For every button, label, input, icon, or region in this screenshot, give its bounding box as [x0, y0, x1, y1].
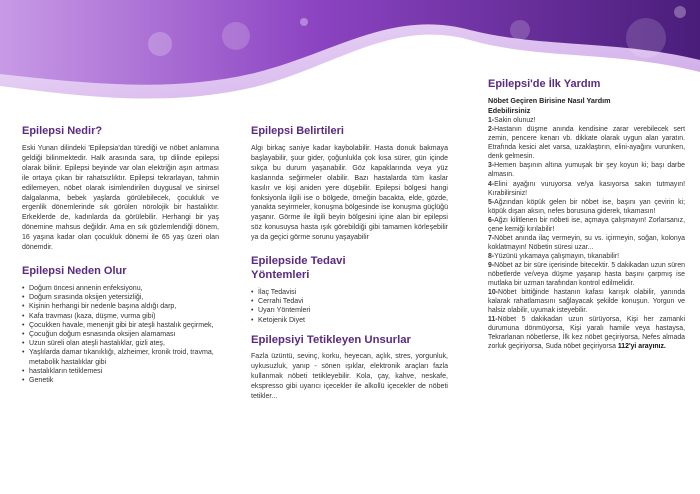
first-aid-step [488, 198, 685, 216]
decor-circle-5 [626, 18, 666, 58]
decor-circle-2 [222, 22, 250, 50]
cause-item: • Çocuğun doğum esnasında oksijen alamaması [22, 330, 219, 339]
step-text: Elini ayağını vuruyorsa ve/ya kasıyorsa sakın tutmayın! Kırabilirsiniz! [488, 180, 685, 197]
step-number: 10- [488, 289, 498, 297]
paragraph-tetikleyen: Fazla üzüntü, sevinç, korku, heyecan, açlık, stres, yorgunluk, uykusuzluk, yanıp - sönen ışıklar, elektronik araçları fazla kullanmak nöbeti tetikleyebilir. Kola, çay, kahve, neskafe, ekspresso gibi uyarıcı içecekler ile alkollü içecekler de nöbeti tetikler... [251, 352, 448, 400]
treatment-item: • İlaç Tedavisi [251, 288, 448, 297]
heading-tetikleyen: Epilepsiyi Tetikleyen Unsurlar [251, 333, 411, 346]
step-text: Sakin olunuz! [494, 117, 536, 125]
first-aid-step [488, 161, 685, 179]
first-aid-step [488, 252, 685, 261]
cause-item: • Yaşlılarda damar tıkanıklığı, alzheimer, kronik troid, travma, metabolik hastalıklar gibi [22, 348, 219, 366]
heading-ilk-yardim: Epilepsi'de İlk Yardım [488, 78, 601, 90]
cause-item: • Genetik [22, 376, 219, 385]
step-text: Nöbet anında ilaç vermeyin, su vs. içirmeyin, soğan, kolonya koklatmayın! Nöbetin süresi uzar... [488, 234, 685, 251]
treatment-item: • Cerrahi Tedavi [251, 297, 448, 306]
paragraph-epilepsi-nedir: Eski Yunan dilindeki 'Epilepsia'dan türediği ve nöbet anlamına geldiği bilinmektedir. Halk arasında sara, tıp dilinde epilepsi olarak bilinir. Epilepsi beyinde var olan elektriğin aşırı artması ile ortaya çıkan bir rahatsızlıktır. Epilepsi tekrarlayan, tahmin edilemeyen, nöbet olarak isimlendirilen duygusal ve sinirsel dalgalanma, bebek yaşlarda görülebilecek, çocukluk ve ergenlik dönemlerinde sık görülen nörolojik bir hastalıktır. Erkeklerde de, kadınlarda da görülebilir. Herhangi bir yaş dönemine mahsus değildir. Ama en sık gözlemlendiği dönem, 16 yaşına kadar olan çocukluk dönemi ile 65 yaş üzeri olan dönemdir. [22, 145, 219, 252]
step-number: 7- [488, 234, 495, 242]
decor-circle-4 [510, 20, 530, 40]
treatment-item: • Ketojenik Diyet [251, 316, 448, 325]
step-text: Ağzı kilitlenen bir nöbeti ise, açmaya çalışmayın! Zorlarsanız, çene kemiği kırılabilir! [488, 216, 685, 233]
step-number: 1- [488, 117, 495, 125]
cause-item: • Kişinin herhangi bir nedenle başına aldığı darp, [22, 302, 219, 311]
step-number: 3- [488, 162, 495, 170]
decor-circle-3 [300, 18, 308, 26]
first-aid-step [488, 216, 685, 234]
first-aid-step [488, 315, 685, 351]
step-number: 2- [488, 126, 495, 134]
first-aid-step [488, 180, 685, 198]
step-text: Nöbet 5 dakikadan uzun sürüyorsa, Kişi her zamanki durumuna dönmüyorsa, Kişi yaralı hamile veya hastaysa, Tekrarlanan nöbetlerse, İlk kez nöbet geçiriyorsa, Nefes almada zorluk geçiriyorsa, Suda nöbet geçiriyorsa [488, 316, 685, 351]
causes-list [22, 284, 219, 385]
cause-item: • hastalıkların tetiklemesi [22, 367, 219, 376]
cause-item: • Uzun süreli olan ateşli hastalıklar, gizli ateş, [22, 339, 219, 348]
step-number: 5- [488, 198, 495, 206]
heading-epilepsi-nedir: Epilepsi Nedir? [22, 125, 103, 137]
step-text: Hemen başının altına yumuşak bir şey koyun ki; başı darbe almasın. [488, 162, 685, 179]
heading-neden-olur: Epilepsi Neden Olur [22, 264, 127, 277]
first-aid-step [488, 234, 685, 252]
treatment-item: • Uyarı Yöntemleri [251, 306, 448, 315]
cause-item: • Doğum öncesi annenin enfeksiyonu, [22, 284, 219, 293]
cause-item: • Çocukken havale, menenjit gibi bir ateşli hastalık geçirmek, [22, 321, 219, 330]
decor-circle-1 [148, 32, 172, 56]
step-text: Yüzünü yıkamaya çalışmayın, tıkanabilir! [494, 252, 619, 260]
column-middle [251, 125, 448, 401]
column-left [22, 125, 219, 385]
heading-tedavi: Epilepside Tedavi Yöntemleri [251, 255, 346, 282]
step-text: Nöbet az bir süre içerisinde bitecektir. 5 dakikadan uzun süren nöbetlerde ve/veya düşme yaşanıp hasta başını çarpmış ise mutlaka bir uzman tarafından kontrol edilmelidir. [488, 261, 685, 288]
first-aid-step [488, 261, 685, 288]
treatments-list [251, 288, 448, 325]
cause-item: • Doğum sırasında oksijen yetersizliği, [22, 293, 219, 302]
call-112-text: 112'yi arayınız. [617, 343, 666, 351]
step-text: Nöbet bittiğinde hastanın kafası karışık olabilir, yanında kalarak rahatlamasını sağlayacak şekilde konuşun. Yorgun ve halsiz olabilir, uyumak isteyebilir. [488, 289, 685, 315]
cause-item: • Kafa travması (kaza, düşme, vurma gibi) [22, 312, 219, 321]
subtitle-nasil-yardim: Nöbet Geçiren Birisine Nasıl Yardım Edebilirsiniz [488, 96, 611, 115]
heading-belirtileri: Epilepsi Belirtileri [251, 125, 344, 137]
first-aid-step [488, 288, 685, 315]
step-number: 11- [488, 316, 498, 324]
step-text: Hastanın düşme anında kendisine zarar verebilecek sert zemin, pencere kenarı vb. dikkate olarak uygun alan yaratın. Etrafında kesici alet varsa, uzaklaştırın, elini-ayağını vurunken, denk gelmesin. [488, 126, 685, 161]
first-aid-steps-list [488, 116, 685, 351]
step-number: 6- [488, 216, 495, 224]
first-aid-step [488, 116, 685, 125]
paragraph-belirtileri: Algı birkaç saniye kadar kaybolabilir. Hasta donuk bakmaya başlayabilir, şuur gider, çoğunlukla çok kısa sürer, gün içinde sıkça bu durum yaşanabilir. Göz kapaklarında veya yüz kaslarında seğirmeler olabilir. Bazı hastalarda tüm kaslar kasılır ve kişi aniden yere düşebilir. Epilepsi bölgesi hangi fonksiyonla ilgili ise o bölgede, örneğin bacakta, elde, gözde, yanakta seyirmeler, konuşma bölgesinde ise konuşma güçlüğü yaşanır. Görme ile ilgili beyin bölgesini içine alan bir epilepsi söz konusuysa hasta ışık görebildiği gibi tamamen körleşebilir ya da geçici görme sorunu yaşayabilir [251, 145, 448, 242]
first-aid-step [488, 125, 685, 161]
column-right [488, 78, 685, 351]
step-number: 9- [488, 261, 495, 269]
decor-circle-6 [674, 6, 686, 18]
step-number: 4- [488, 180, 495, 188]
step-number: 8- [488, 252, 495, 260]
step-text: Ağzından köpük gelen bir nöbet ise, başını yan çevirin ki; köpük dışarı aksın, nefes borusuna giderek, tıkamasın! [488, 198, 685, 215]
